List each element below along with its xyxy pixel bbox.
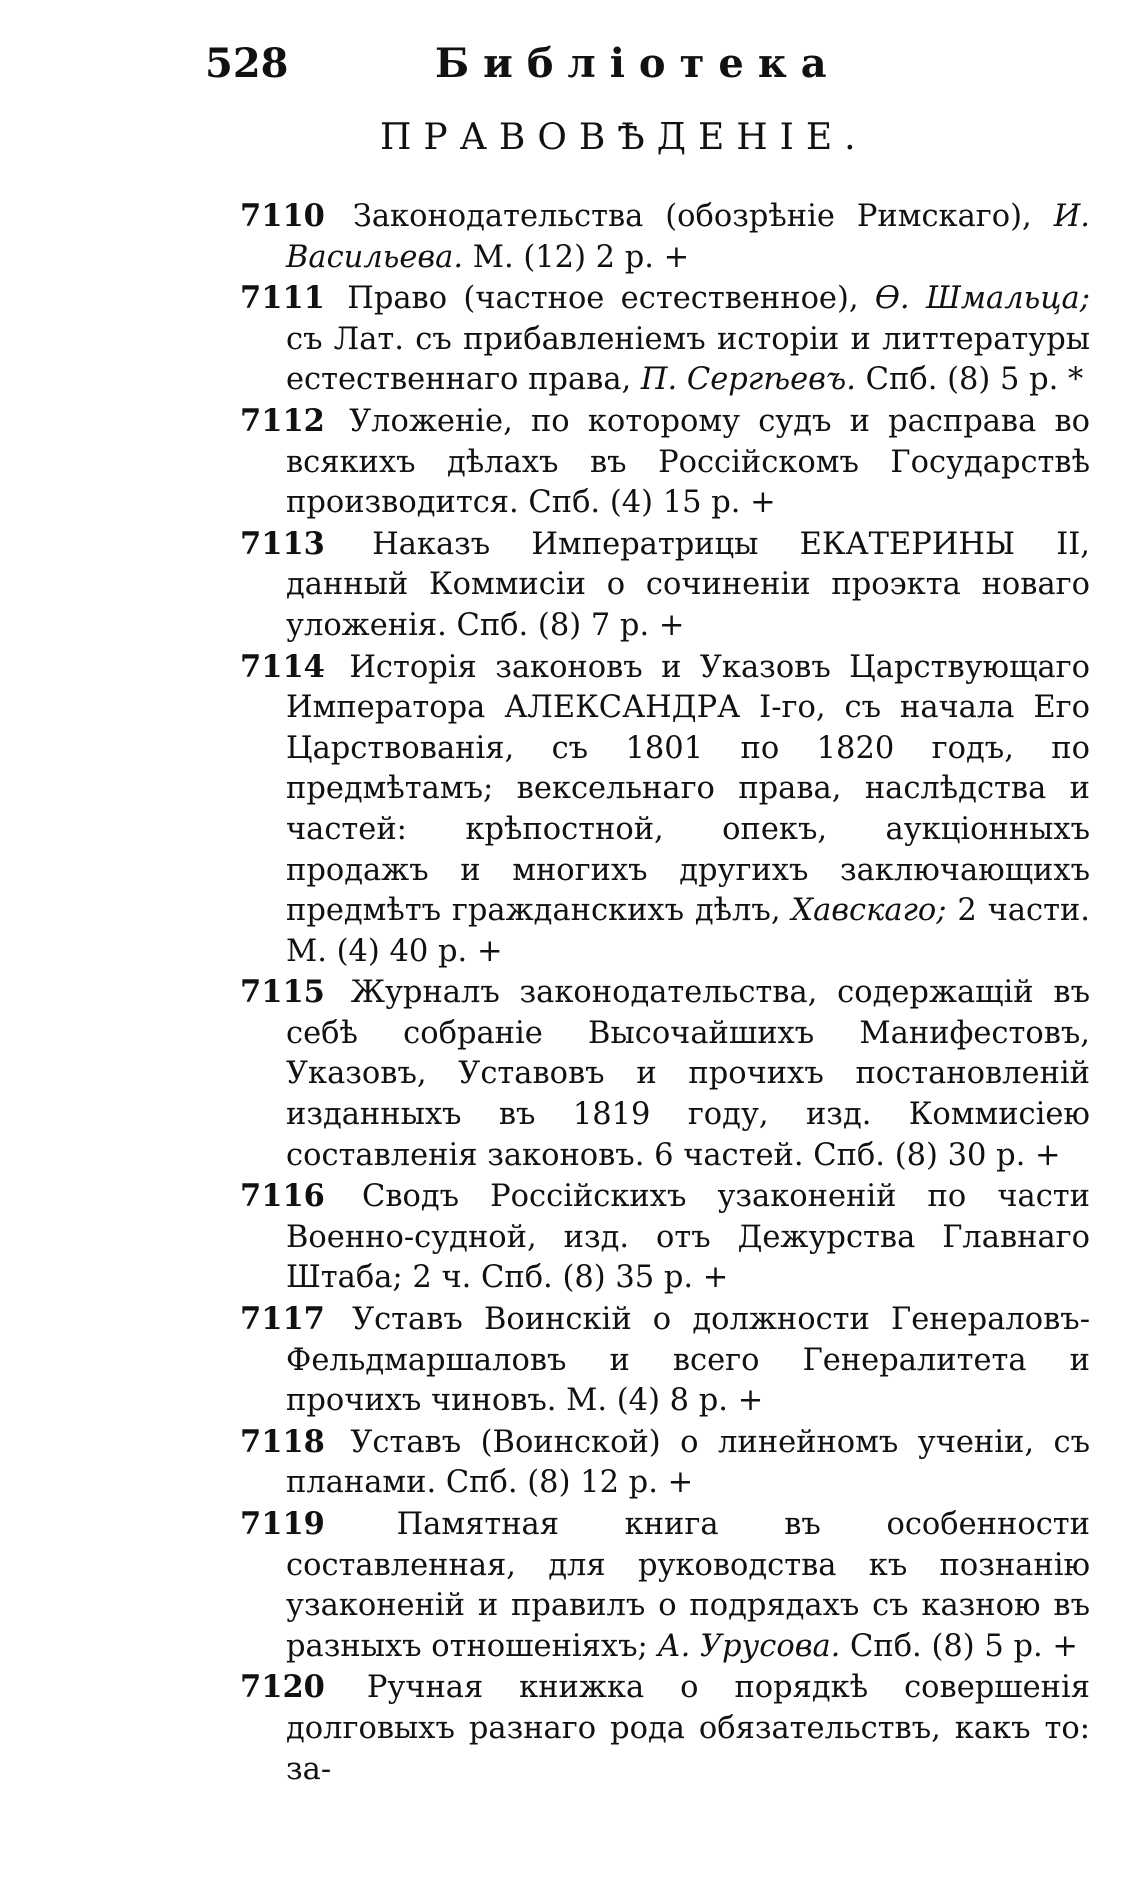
catalog-entry [240,1299,1090,1422]
catalog-entry [240,647,1090,973]
entry-number: 7112 [240,402,325,439]
entry-text: Сводъ Россійскихъ узаконеній по части Военно-судной, изд. отъ Дежурства Главнаго Штаба; 2 ч. Спб. (8) 35 р. + [286,1179,1090,1296]
entry-imprint: Спб. (8) 5 р. + [850,1628,1078,1664]
entry-number: 7110 [240,198,325,234]
entry-number: 7114 [240,648,325,685]
entry-text: Журналъ законодательства, содержащій въ себѣ собраніе Высочайшихъ Манифестовъ, Указовъ, Уставовъ и прочихъ постановленій изданныхъ въ 1819 году, изд. Коммисіею составленія законовъ. 6 частей. Спб. (8) 30 р. + [286,975,1090,1173]
page-number: 528 [205,40,289,87]
entry-translator: П. Сергѣевъ. [640,362,856,398]
entry-number: 7115 [240,974,325,1011]
entry-text: Ручная книжка о порядкѣ совершенія долговыхъ разнаго рода обязательствъ, какъ то: за- [286,1670,1090,1787]
entry-author: А. Урусова. [657,1628,841,1664]
entry-imprint: Спб. (8) 5 р. * [865,362,1084,398]
entry-text-continued: съ Лат. съ прибавленіемъ исторіи и литтературы естественнаго права, [286,321,1090,398]
entry-text: Наказъ Императрицы ЕКАТЕРИНЫ II, данный Коммисіи о сочиненіи проэкта новаго уложенія. Спб. (8) 7 р. + [286,526,1090,643]
entry-author: Ѳ. Шмальца; [874,281,1090,317]
catalog-entry [240,972,1090,1176]
entry-number: 7118 [240,1423,325,1460]
entry-number: 7113 [240,525,325,562]
entry-text: Уложеніе, по которому судъ и расправа во всякихъ дѣлахъ въ Россійскомъ Государствѣ производится. Спб. (4) 15 р. + [286,403,1090,521]
entry-text: Исторія законовъ и Указовъ Царствующаго Императора АЛЕКСАНДРА I-го, съ начала Его Царствованія, съ 1801 по 1820 годъ, по предмѣтамъ; вексельнаго права, наслѣдства и частей: крѣпостной, опекъ, аукціонныхъ продажъ и многихъ другихъ заключающихъ предмѣтъ гражданскихъ дѣлъ, [286,649,1090,929]
entry-imprint: 2 части. М. (4) 40 р. + [286,893,1090,969]
entry-author: Хавскаго; [791,893,947,929]
entry-text: Памятная книга въ особенности составленная, для руководства къ познанію узаконеній и правилъ о подрядахъ съ казною въ разныхъ отношеніяхъ; [286,1507,1090,1664]
catalog-entry [240,524,1090,647]
catalog-entry [240,1667,1090,1790]
entry-text: Уставъ Воинскій о должности Генераловъ-Фельдмаршаловъ и всего Генералитета и прочихъ чиновъ. М. (4) 8 р. + [286,1302,1090,1419]
running-head [205,40,1085,90]
running-title: Библіотека [435,40,841,87]
entry-text: Законодательства (обозрѣніе Римскаго), [352,199,1032,234]
catalog-entry [240,278,1090,401]
catalog-entry [240,1504,1090,1667]
catalog-entry [240,196,1090,278]
entry-number: 7117 [240,1301,325,1338]
catalog-entry [240,1176,1090,1299]
catalog-entry [240,401,1090,524]
entry-number: 7119 [240,1506,325,1542]
catalog-entries [0,196,1140,1790]
catalog-entry [240,1422,1090,1504]
entry-number: 7111 [240,280,325,317]
entry-number: 7120 [240,1669,325,1706]
entry-text: Уставъ (Воинской) о линейномъ ученіи, съ планами. Спб. (8) 12 р. + [286,1424,1090,1501]
section-title: ПРАВОВѢДЕНІЕ. [380,117,868,158]
entry-text: Право (частное естественное), [347,281,859,317]
entry-imprint: М. (12) 2 р. + [472,239,690,275]
entry-author: И. Васильева. [286,199,1090,275]
entry-number: 7116 [240,1178,325,1215]
